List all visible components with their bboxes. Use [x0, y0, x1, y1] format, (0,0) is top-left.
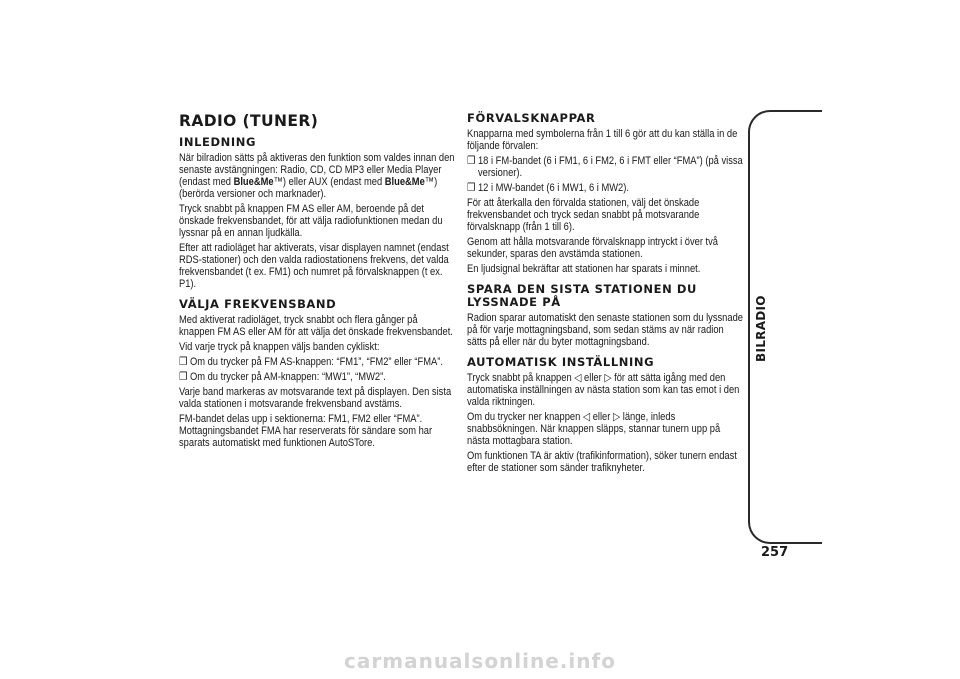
section-heading-band: VÄLJA FREKVENSBAND: [179, 297, 337, 311]
intro-paragraph-3: Efter att radioläget har aktiverats, visar displayen namnet (endast RDS-stationer) och den valda radiostationens frekvens, det valda frekvensbandet (t ex. FM1) och numret på förvalsknappen (t ex. P1).: [179, 242, 449, 290]
section-heading-presets: FÖRVALSKNAPPAR: [467, 111, 596, 125]
left-column: [179, 112, 457, 452]
band-paragraph-4: FM-bandet delas upp i sektionerna: FM1, FM2 eller “FMA”. Mottagningsbandet FMA har reserverats för sändare som har sparats automatiskt med funktionen AutoSTore.: [179, 413, 433, 449]
page-title: RADIO (TUNER): [179, 111, 319, 130]
band-bullet-1: ❒ Om du trycker på FM AS-knappen: “FM1”, “FM2” eller “FMA”.: [179, 356, 443, 368]
presets-paragraph-1: Knapparna med symbolerna från 1 till 6 gör att du kan ställa in de följande förvalen:: [467, 128, 738, 152]
presets-paragraph-2: För att återkalla den förvalda stationen, välj det önskade frekvensbandet och tryck sedan snabbt på motsvarande förvalsknapp (från 1 till 6).: [467, 197, 700, 233]
section-heading-intro: INLEDNING: [179, 135, 256, 149]
presets-bullet-1: ❒ 18 i FM-bandet (6 i FM1, 6 i FM2, 6 i FMT eller “FMA”) (på vissa versioner).: [467, 155, 743, 179]
section-heading-auto: AUTOMATISK INSTÄLLNING: [467, 355, 655, 369]
watermark: carmanualsonline.info: [344, 649, 616, 673]
section-heading-save: SPARA DEN SISTA STATIONEN DU LYSSNADE PÅ: [467, 282, 697, 309]
page-number: 257: [761, 545, 789, 560]
right-arrow-icon: ▷: [604, 372, 612, 384]
bullet-icon: ❒: [179, 356, 188, 368]
presets-paragraph-4: En ljudsignal bekräftar att stationen har sparats i minnet.: [467, 263, 701, 275]
presets-paragraph-3: Genom att hålla motsvarande förvalsknapp intryckt i över två sekunder, sparas den avstämda stationen.: [467, 236, 719, 260]
bullet-icon: ❒: [467, 182, 476, 194]
bullet-icon: ❒: [179, 371, 188, 383]
band-paragraph-2: Vid varje tryck på knappen väljs banden cykliskt:: [179, 341, 380, 353]
right-arrow-icon: ▷: [612, 411, 621, 423]
intro-paragraph-1: När bilradion sätts på aktiveras den funktion som valdes innan den senaste avstängningen: Radio, CD, CD MP3 eller Media Player (endast med Blue&Me™) eller AUX (endast med Blue&Me™) (berörda versioner och marknader).: [179, 152, 455, 200]
band-bullet-2: ❒ Om du trycker på AM-knappen: “MW1”, “MW2”.: [179, 371, 386, 383]
auto-paragraph-2: Om du trycker ner knappen ◁ eller ▷ länge, inleds snabbsökningen. När knappen släpps, stannar tunern upp på nästa mottagbara station.: [467, 411, 721, 447]
auto-paragraph-1: Tryck snabbt på knappen ◁ eller ▷ för att sätta igång med den automatiska inställningen av nästa station som kan tas emot i den valda riktningen.: [467, 372, 740, 408]
intro-paragraph-2: Tryck snabbt på knappen FM AS eller AM, beroende på det önskade frekvensbandet, för att välja radiofunktionen medan du lyssnar på en annan ljudkälla.: [179, 203, 443, 239]
auto-paragraph-3: Om funktionen TA är aktiv (trafikinformation), söker tunern endast efter de stationer som sänder trafiknyheter.: [467, 450, 737, 474]
left-arrow-icon: ◁: [574, 372, 582, 384]
section-tab-label: BILRADIO: [754, 295, 768, 362]
save-paragraph-1: Radion sparar automatiskt den senaste stationen som du lyssnade på för varje mottagningsband, som sedan stäms av när radion sätts på eller när du byter mottagningsband.: [467, 312, 743, 348]
band-paragraph-1: Med aktiverat radioläget, tryck snabbt och flera gånger på knappen FM AS eller AM för att välja det önskade frekvensbandet.: [179, 314, 453, 338]
band-paragraph-3: Varje band markeras av motsvarande text på displayen. Den sista valda stationen i motsvarande frekvensband avstäms.: [179, 386, 452, 410]
presets-bullet-2: ❒ 12 i MW-bandet (6 i MW1, 6 i MW2).: [467, 182, 629, 194]
bullet-icon: ❒: [467, 155, 476, 167]
right-column: [467, 112, 745, 477]
left-arrow-icon: ◁: [582, 411, 591, 423]
